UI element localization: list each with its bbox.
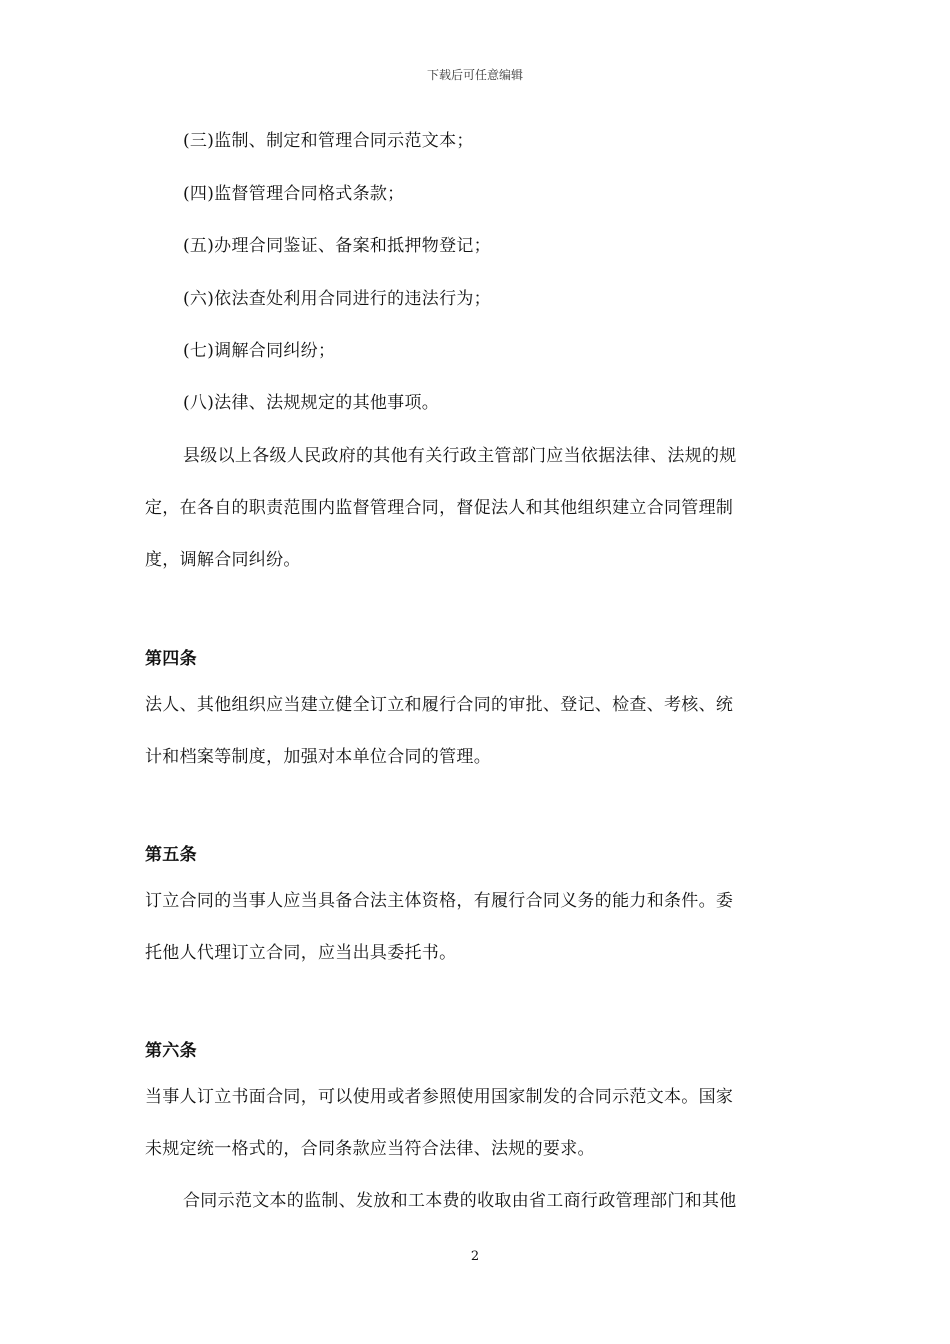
paragraph-line: 当事人订立书面合同，可以使用或者参照使用国家制发的合同示范文本。国家 [145, 1087, 734, 1107]
article-6-title: 第六条 [145, 1041, 197, 1061]
paragraph-line: 未规定统一格式的，合同条款应当符合法律、法规的要求。 [145, 1139, 595, 1159]
page-number: 2 [470, 1249, 480, 1264]
paragraph-line: 订立合同的当事人应当具备合法主体资格，有履行合同义务的能力和条件。委 [145, 891, 734, 911]
paragraph-line: 县级以上各级人民政府的其他有关行政主管部门应当依据法律、法规的规 [183, 446, 737, 466]
list-item: (四)监督管理合同格式条款； [183, 184, 405, 204]
list-item: (八)法律、法规规定的其他事项。 [183, 393, 440, 413]
list-item: (三)监制、制定和管理合同示范文本； [183, 131, 474, 151]
paragraph-line: 定，在各自的职责范围内监督管理合同，督促法人和其他组织建立合同管理制 [145, 498, 734, 518]
page-header: 下载后可任意编辑 [426, 68, 523, 82]
paragraph-line: 合同示范文本的监制、发放和工本费的收取由省工商行政管理部门和其他 [183, 1191, 737, 1211]
list-item: (六)依法查处利用合同进行的违法行为； [183, 289, 491, 309]
paragraph-line: 度，调解合同纠纷。 [145, 550, 301, 570]
article-5-title: 第五条 [145, 845, 197, 865]
article-4-title: 第四条 [145, 649, 197, 669]
list-item: (五)办理合同鉴证、备案和抵押物登记； [183, 236, 491, 256]
paragraph-line: 托他人代理订立合同，应当出具委托书。 [145, 943, 457, 963]
list-item: (七)调解合同纠纷； [183, 341, 336, 361]
paragraph-line: 法人、其他组织应当建立健全订立和履行合同的审批、登记、检查、考核、统 [145, 695, 734, 715]
paragraph-line: 计和档案等制度，加强对本单位合同的管理。 [145, 747, 491, 767]
